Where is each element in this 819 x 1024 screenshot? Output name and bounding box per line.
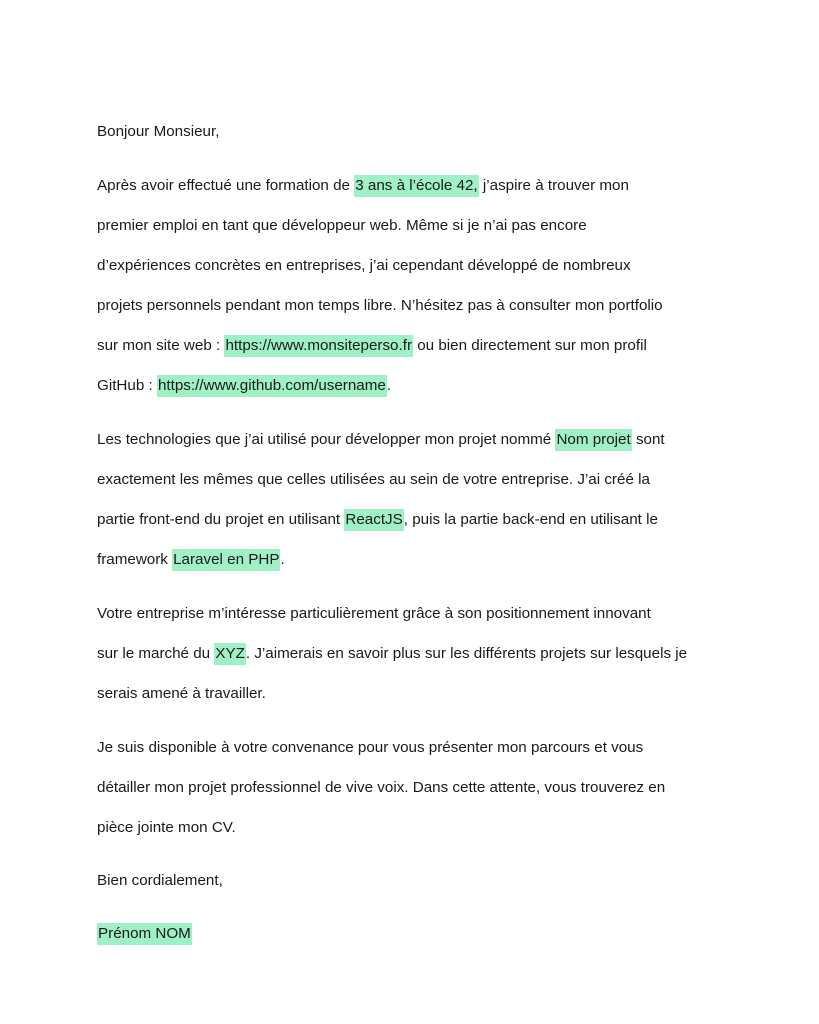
text-line: exactement les mêmes que celles utilisées au sein de votre entreprise. J’ai créé la xyxy=(97,471,650,488)
website-link[interactable]: https://www.monsiteperso.fr xyxy=(224,335,413,357)
highlight-backend: Laravel en PHP xyxy=(172,549,280,571)
highlight-market: XYZ xyxy=(214,643,246,665)
paragraph-formation xyxy=(97,166,737,406)
highlight-formation: 3 ans à l’école 42, xyxy=(354,175,478,197)
signature-line xyxy=(97,914,737,954)
letter-body xyxy=(97,112,737,954)
text-line: framework Laravel en PHP. xyxy=(97,540,737,580)
text-line: Après avoir effectué une formation de 3 ans à l’école 42, j’aspire à trouver mon xyxy=(97,166,737,206)
text-line: Votre entreprise m’intéresse particulièrement grâce à son positionnement innovant xyxy=(97,605,651,622)
text-line: Je suis disponible à votre convenance pour vous présenter mon parcours et vous xyxy=(97,739,644,756)
paragraph-availability xyxy=(97,728,737,848)
text-line: d’expériences concrètes en entreprises, j’ai cependant développé de nombreux xyxy=(97,257,631,274)
text-line: serais amené à travailler. xyxy=(97,685,266,702)
closing-line: Bien cordialement, xyxy=(97,872,223,889)
paragraph-company xyxy=(97,594,737,714)
text-line: Les technologies que j’ai utilisé pour développer mon projet nommé Nom projet sont xyxy=(97,420,737,460)
highlight-signature: Prénom NOM xyxy=(97,923,192,945)
text-line: détailler mon projet professionnel de vive voix. Dans cette attente, vous trouverez en xyxy=(97,779,666,796)
text-line: sur mon site web : https://www.monsiteperso.fr ou bien directement sur mon profil xyxy=(97,326,737,366)
closing xyxy=(97,861,737,901)
text-line: partie front-end du projet en utilisant ReactJS, puis la partie back-end en utilisant le xyxy=(97,500,737,540)
highlight-frontend: ReactJS xyxy=(344,509,403,531)
text-line: projets personnels pendant mon temps libre. N’hésitez pas à consulter mon portfolio xyxy=(97,297,663,314)
greeting-line: Bonjour Monsieur, xyxy=(97,123,220,140)
greeting xyxy=(97,112,737,152)
text-line: premier emploi en tant que développeur web. Même si je n’ai pas encore xyxy=(97,217,587,234)
text-line: sur le marché du XYZ. J’aimerais en savoir plus sur les différents projets sur lesquels je xyxy=(97,634,737,674)
text-line: GitHub : https://www.github.com/username. xyxy=(97,366,737,406)
text-line: pièce jointe mon CV. xyxy=(97,819,236,836)
paragraph-technologies xyxy=(97,420,737,580)
highlight-project-name: Nom projet xyxy=(555,429,631,451)
signature xyxy=(97,914,737,954)
github-link[interactable]: https://www.github.com/username xyxy=(157,375,387,397)
